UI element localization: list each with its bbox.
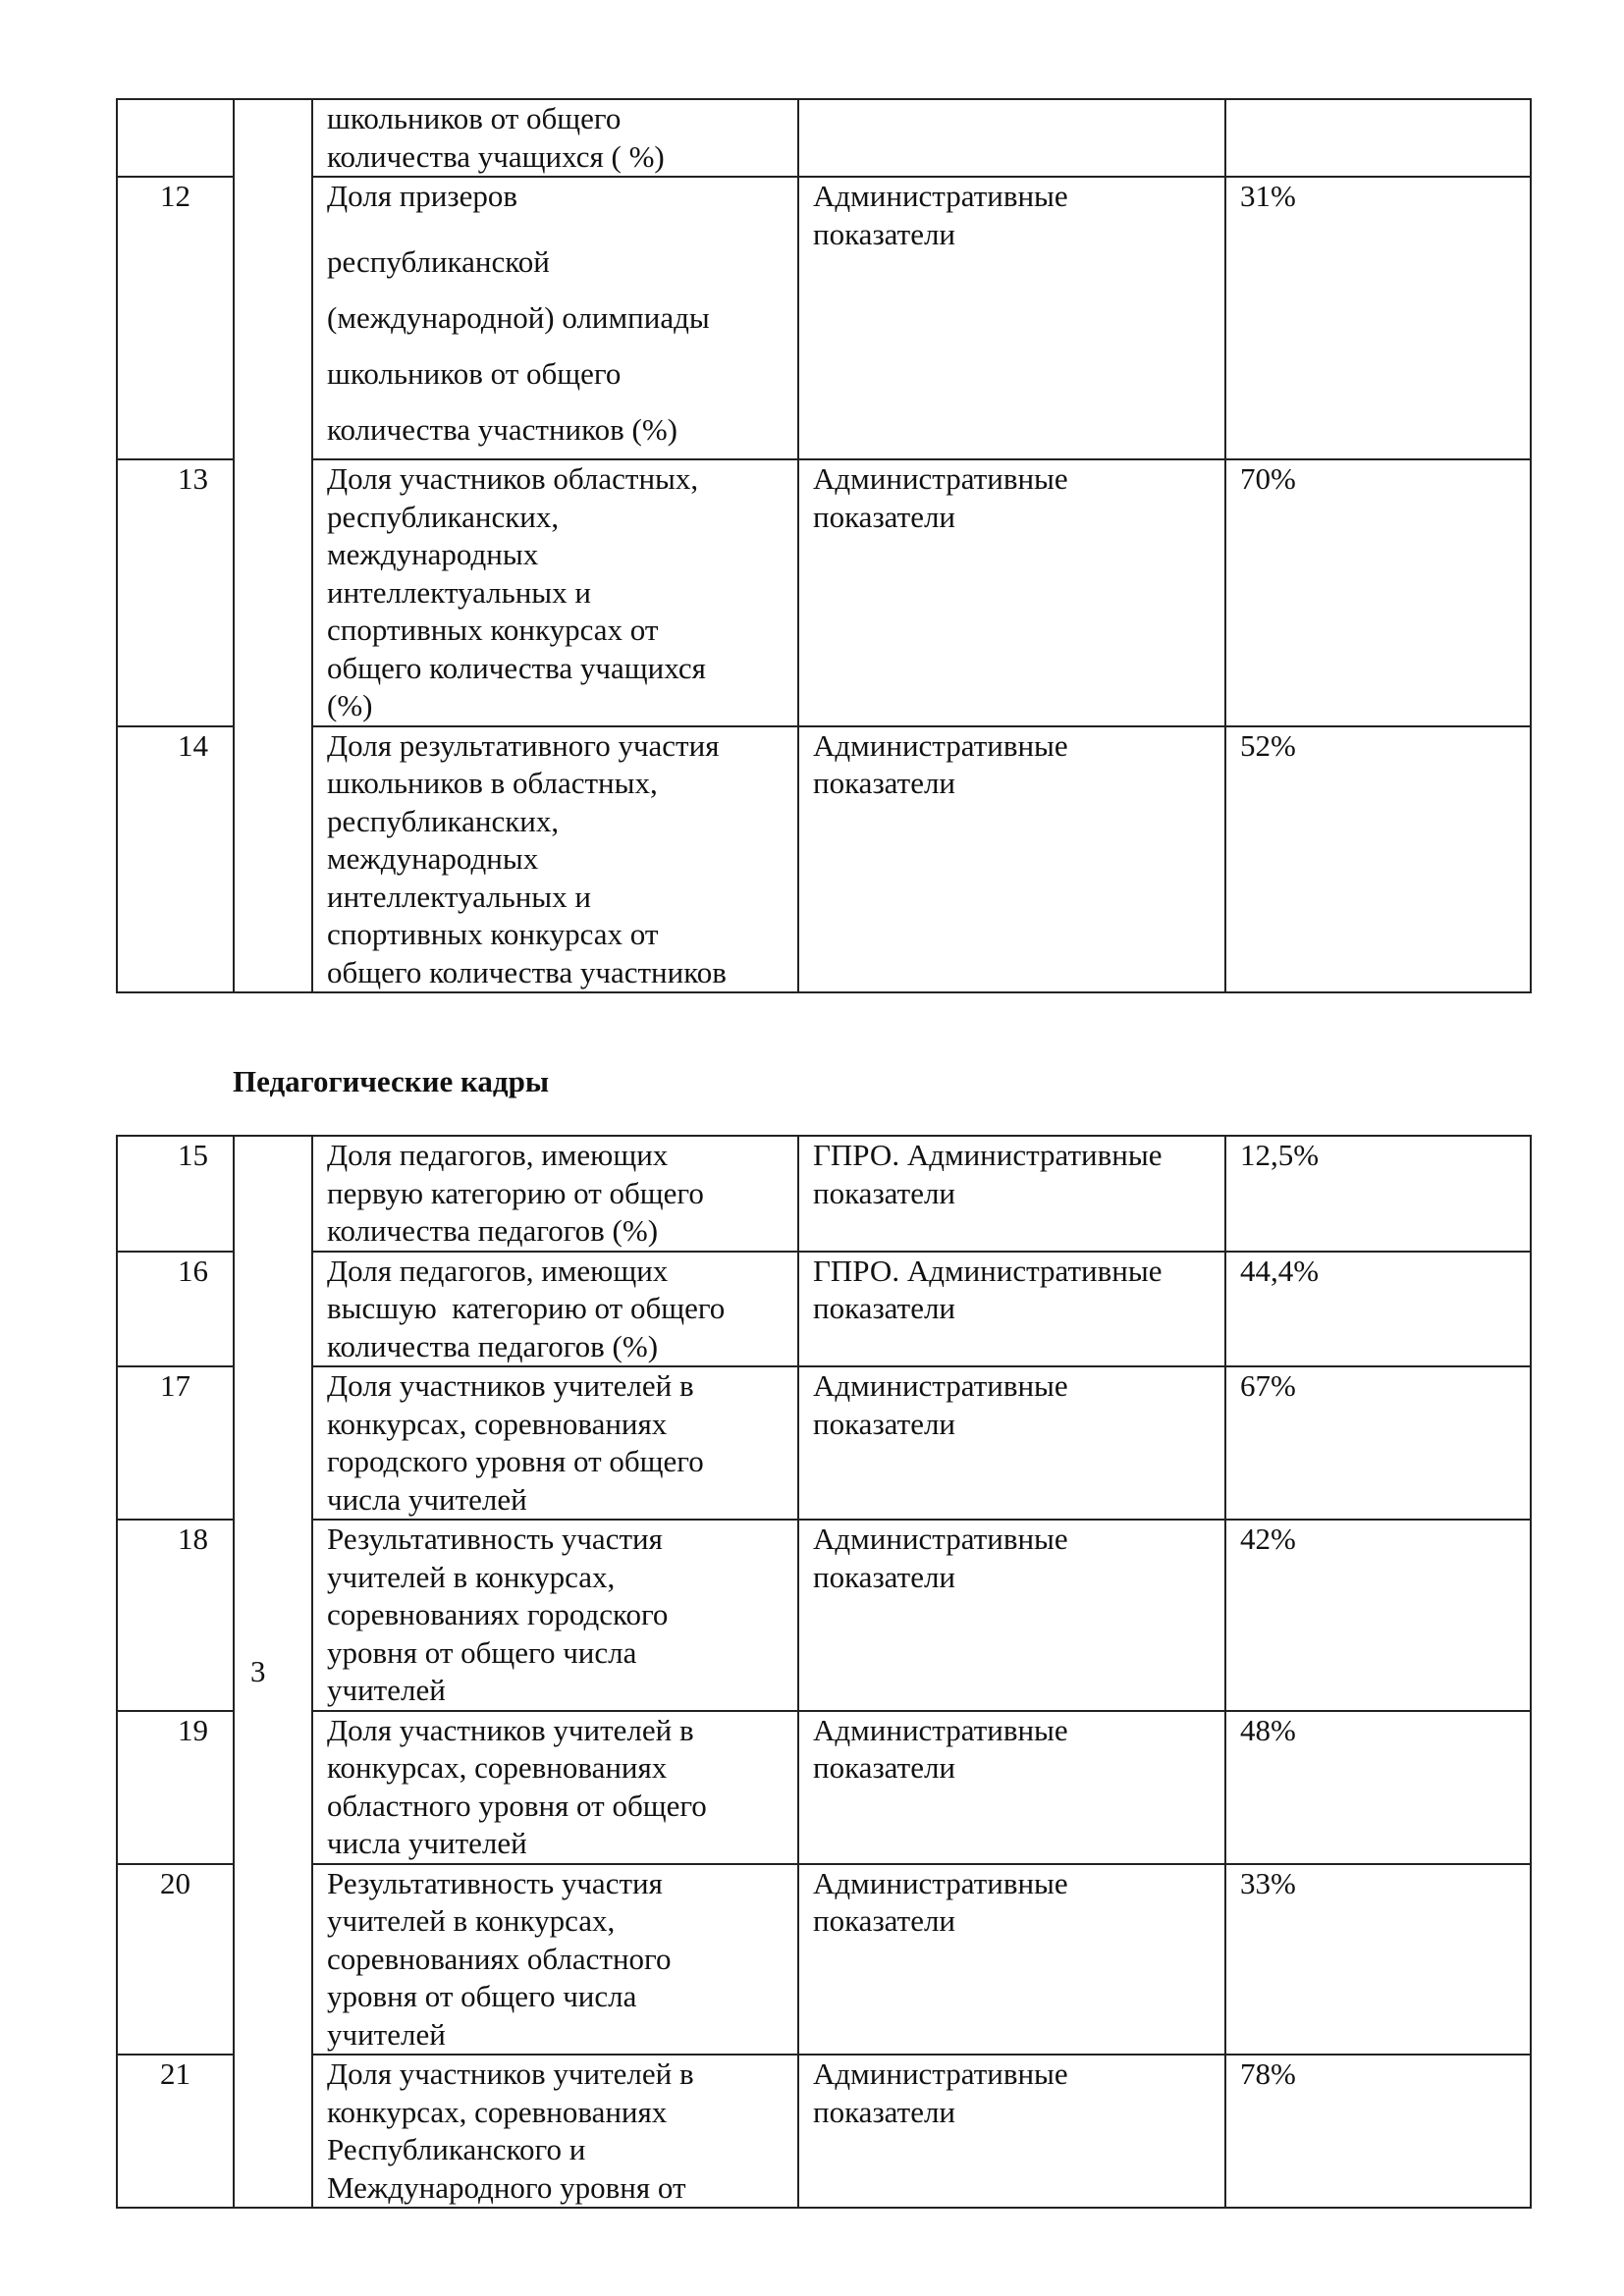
description-line: уровня от общего числа (327, 1979, 637, 2013)
description-line: учителей (327, 2016, 446, 2052)
description-line: республиканской (327, 244, 550, 279)
table-row (117, 1252, 1531, 1367)
description-line: учителей в конкурсах, (327, 1903, 616, 1938)
table-row (117, 1366, 1531, 1520)
row-number-cell: 20 (117, 1864, 234, 2056)
description-line: Доля участников учителей в (327, 1368, 694, 1403)
description-line: Доля участников областных, (327, 461, 699, 496)
description-line: интеллектуальных и (327, 879, 591, 914)
description-line: областного уровня от общего (327, 1788, 707, 1823)
source-line: показатели (813, 216, 956, 251)
source-line: Административные (813, 727, 1068, 763)
indicator-description (312, 1520, 798, 1711)
indicator-value: 52% (1225, 726, 1531, 993)
row-number-cell: 21 (117, 2055, 234, 2208)
description-line: учителей в конкурсах, (327, 1559, 616, 1594)
section-heading: Педагогические кадры (233, 1064, 550, 1098)
indicator-value: 48% (1225, 1711, 1531, 1864)
data-source-cell (798, 1252, 1225, 1367)
source-line: показатели (813, 1291, 956, 1325)
row-number-cell: 15 (117, 1136, 234, 1252)
description-line: Международного уровня от (327, 2169, 686, 2205)
group-number-cell: 3 (234, 1136, 312, 2208)
description-line: конкурсах, соревнованиях (327, 1406, 668, 1441)
description-line: школьников от общего (327, 101, 622, 135)
source-line: показатели (813, 1750, 956, 1785)
indicator-description (312, 1136, 798, 1252)
group-cell (234, 99, 312, 992)
row-number-cell: 16 (117, 1252, 234, 1367)
description-line: Доля педагогов, имеющих (327, 1253, 669, 1288)
table-row (117, 99, 1531, 177)
description-line: общего количества учащихся (327, 650, 706, 685)
indicator-description (312, 1252, 798, 1367)
description-line: Результативность участия (327, 1865, 663, 1900)
table-row (117, 1520, 1531, 1711)
indicator-description (312, 177, 798, 459)
description-line: международных (327, 537, 539, 571)
description-line: школьников от общего (327, 356, 622, 391)
description-line: конкурсах, соревнованиях (327, 1750, 668, 1785)
row-number-cell: 19 (117, 1711, 234, 1864)
description-line: республиканских, (327, 803, 560, 838)
indicator-description (312, 2055, 798, 2208)
description-line: высшую категорию от общего (327, 1291, 726, 1325)
description-line: Результативность участия (327, 1522, 663, 1556)
indicator-value: 70% (1225, 459, 1531, 726)
indicators-table-students (116, 98, 1532, 993)
description-line: Доля участников учителей в (327, 1712, 694, 1747)
row-number-cell: 13 (117, 459, 234, 726)
indicator-value: 12,5% (1225, 1136, 1531, 1252)
source-line: ГПРО. Административные (813, 1253, 1163, 1288)
indicators-table-teachers (116, 1135, 1532, 2209)
table-row (117, 1711, 1531, 1864)
description-line: интеллектуальных и (327, 574, 591, 610)
source-line: показатели (813, 2094, 956, 2129)
source-line: ГПРО. Административные (813, 1138, 1163, 1172)
description-line: (%) (327, 688, 373, 722)
indicator-description (312, 99, 798, 177)
description-line: уровня от общего числа (327, 1634, 637, 1670)
source-line: Административные (813, 1712, 1068, 1747)
data-source-cell (798, 99, 1225, 177)
table-row (117, 726, 1531, 993)
indicator-description (312, 1366, 798, 1520)
row-number-cell (117, 99, 234, 177)
data-source-cell (798, 177, 1225, 459)
indicator-description (312, 1864, 798, 2056)
description-line: первую категорию от общего (327, 1175, 704, 1210)
description-line: количества педагогов (%) (327, 1213, 659, 1248)
description-line: Доля участников учителей в (327, 2056, 694, 2091)
source-line: Административные (813, 1368, 1068, 1403)
row-number-cell: 14 (117, 726, 234, 993)
table-row (117, 459, 1531, 726)
data-source-cell (798, 1520, 1225, 1711)
description-line: количества педагогов (%) (327, 1328, 659, 1363)
description-line: соревнованиях городского (327, 1597, 669, 1631)
description-line: соревнованиях областного (327, 1941, 672, 1976)
indicator-description (312, 459, 798, 726)
data-source-cell (798, 459, 1225, 726)
indicator-value: 42% (1225, 1520, 1531, 1711)
source-line: Административные (813, 461, 1068, 496)
source-line: показатели (813, 1559, 956, 1594)
source-line: Административные (813, 2056, 1068, 2091)
source-line: Административные (813, 1522, 1068, 1556)
data-source-cell (798, 1864, 1225, 2056)
row-number-cell: 17 (117, 1366, 234, 1520)
data-source-cell (798, 1136, 1225, 1252)
description-line: Доля педагогов, имеющих (327, 1138, 669, 1172)
source-line: показатели (813, 1406, 956, 1441)
description-line: количества участников (%) (327, 412, 677, 447)
table-row (117, 1864, 1531, 2056)
description-line: спортивных конкурсах от (327, 613, 659, 647)
source-line: показатели (813, 1903, 956, 1938)
data-source-cell (798, 1366, 1225, 1520)
row-number-cell: 12 (117, 177, 234, 459)
data-source-cell (798, 1711, 1225, 1864)
table-row (117, 1136, 1531, 1252)
description-line: городского уровня от общего (327, 1444, 704, 1478)
indicator-value: 67% (1225, 1366, 1531, 1520)
source-line: показатели (813, 499, 956, 534)
description-line: учителей (327, 1673, 446, 1707)
description-line: школьников в областных, (327, 766, 658, 800)
indicator-description (312, 726, 798, 993)
description-line: Республиканского и (327, 2132, 586, 2166)
description-line: международных (327, 841, 539, 876)
data-source-cell (798, 726, 1225, 993)
table-row (117, 177, 1531, 459)
description-line: числа учителей (327, 1481, 527, 1517)
indicator-value: 31% (1225, 177, 1531, 459)
indicator-value: 44,4% (1225, 1252, 1531, 1367)
data-source-cell (798, 2055, 1225, 2208)
indicator-value: 33% (1225, 1864, 1531, 2056)
source-line: Административные (813, 179, 1068, 213)
description-line: конкурсах, соревнованиях (327, 2094, 668, 2129)
indicator-value: 78% (1225, 2055, 1531, 2208)
description-line: Доля результативного участия (327, 727, 720, 763)
indicator-value (1225, 99, 1531, 177)
description-line: (международной) олимпиады (327, 300, 710, 335)
source-line: показатели (813, 766, 956, 800)
description-line: количества учащихся ( %) (327, 138, 665, 174)
source-line: Административные (813, 1865, 1068, 1900)
indicator-description (312, 1711, 798, 1864)
description-line: спортивных конкурсах от (327, 917, 659, 951)
description-line: республиканских, (327, 499, 560, 534)
description-line: числа учителей (327, 1826, 527, 1860)
description-line: общего количества участников (327, 954, 727, 989)
table-row (117, 2055, 1531, 2208)
row-number-cell: 18 (117, 1520, 234, 1711)
description-line: Доля призеров (327, 179, 518, 213)
source-line: показатели (813, 1175, 956, 1210)
